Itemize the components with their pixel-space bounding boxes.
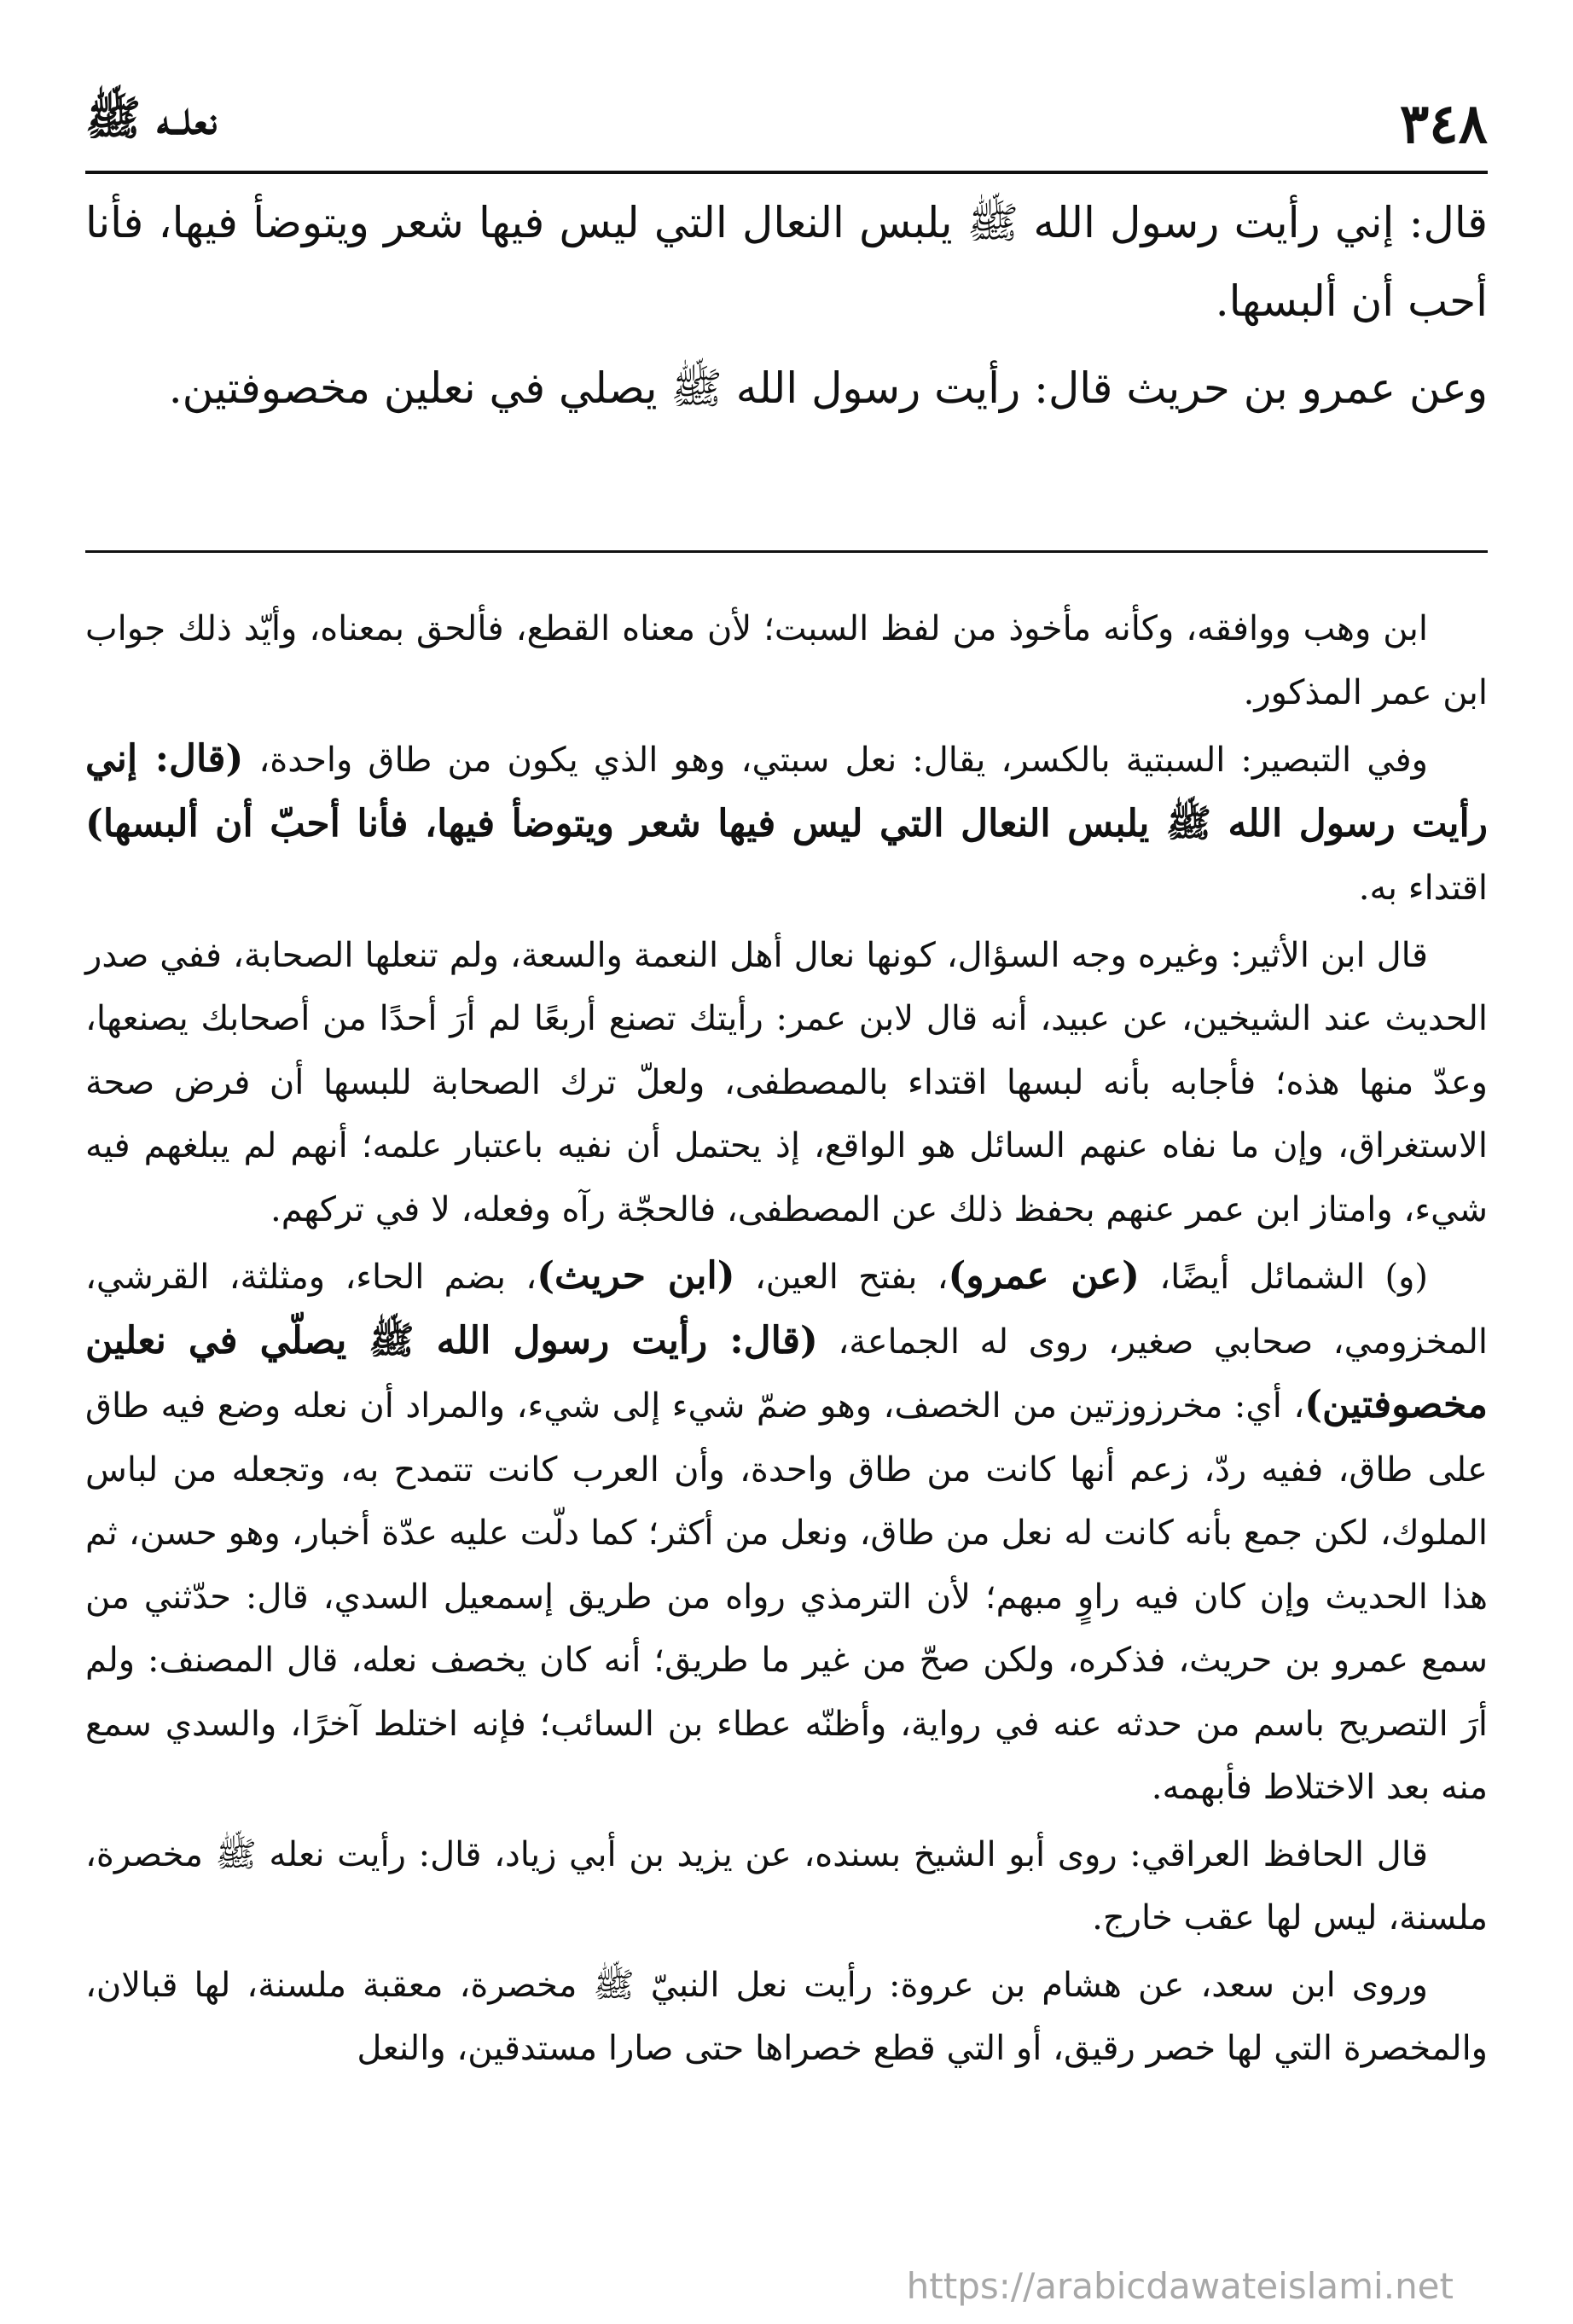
commentary-paragraph: قال الحافظ العراقي: روى أبو الشيخ بسنده، عن يزيد بن أبي زياد، قال: رأيت نعله ﷺ مخصرة، ملسنة، ليس لها عقب خارج. xyxy=(85,1834,1488,1938)
commentary-text: (و) الشمائل أيضًا، xyxy=(1140,1258,1429,1297)
main-text xyxy=(85,183,1488,436)
main-paragraph: وعن عمرو بن حريث قال: رأيت رسول الله ﷺ يصلي في نعلين مخصوفتين. xyxy=(168,363,1488,413)
watermark: https://arabicdawateislami.net xyxy=(906,2265,1454,2307)
main-paragraph: قال: إني رأيت رسول الله ﷺ يلبس النعال التي ليس فيها شعر ويتوضأ فيها، فأنا أحب أن ألبسها. xyxy=(85,198,1488,326)
commentary-text: اقتداء به. xyxy=(1358,869,1488,908)
running-title: نعلــه ﷺ xyxy=(85,90,218,145)
commentary-text: ، بفتح العين، xyxy=(734,1258,949,1297)
commentary-text: ، بضم الحاء، ومثلثة، القرشي، المخزومي، صحابي صغير، روى له الجماعة، xyxy=(85,1258,1488,1362)
commentary xyxy=(85,597,1488,2081)
commentary-paragraph xyxy=(85,1245,1488,1820)
narrator-name: (عن عمرو) xyxy=(948,1254,1140,1298)
commentary-text: وفي التبصير: السبتية بالكسر، يقال: نعل سبتي، وهو الذي يكون من طاق واحدة، xyxy=(243,741,1428,780)
commentary-text: ، أي: مخرزوزتين من الخصف، وهو ضمّ شيء إلى شيء، والمراد أن نعله وضع فيه طاق على طاق، ففيه ردّ، زعم أنها كانت من طاق واحدة، وأن العرب كانت تتمدح به، وتجعله من لباس الملوك، لكن جمع بأنه كانت له نعل من طاق، ونعل من أكثر؛ كما دلّت عليه عدّة أخبار، وهو حسن، ثم هذا الحديث وإن كان فيه راوٍ مبهم؛ لأن الترمذي رواه من طريق إسمعيل السدي، قال: حدّثني من سمع عمرو بن حريث، فذكره، ولكن صحّ من غير ما طريق؛ أنه كان يخصف نعله، قال المصنف: ولم أرَ التصريح باسم من حدثه عنه في رواية، وأظنّه عطاء بن السائب؛ فإنه اختلط آخرًا، والسدي سمع منه بعد الاختلاط فأبهمه. xyxy=(85,1386,1488,1807)
header-rule xyxy=(85,171,1488,174)
section-divider xyxy=(85,550,1488,553)
commentary-paragraph: وروى ابن سعد، عن هشام بن عروة: رأيت نعل النبيّ ﷺ مخصرة، معقبة ملسنة، لها قبالان، والمخصرة التي لها خصر رقيق، أو التي قطع خصراها حتى صارا مستدقين، والنعل xyxy=(85,1965,1488,2068)
narrator-name: (ابن حريث) xyxy=(537,1254,735,1298)
running-header xyxy=(85,85,1488,162)
page-number: ٣٤٨ xyxy=(1399,91,1488,156)
hadith-quote: (قال: إني رأيت رسول الله ﷺ يلبس النعال التي ليس فيها شعر ويتوضأ فيها، فأنا أحبّ أن ألبسها) xyxy=(85,737,1488,845)
commentary-paragraph: ابن وهب ووافقه، وكأنه مأخوذ من لفظ السبت؛ لأن معناه القطع، فألحق بمعناه، وأيّد ذلك جواب ابن عمر المذكور. xyxy=(85,609,1488,712)
hadith-quote: (قال: رأيت رسول الله ﷺ يصلّي في نعلين مخصوفتين) xyxy=(85,1318,1488,1426)
commentary-paragraph xyxy=(85,728,1488,921)
commentary-paragraph: قال ابن الأثير: وغيره وجه السؤال، كونها نعال أهل النعمة والسعة، ولم تنعلها الصحابة، ففي صدر الحديث عند الشيخين، عن عبيد، أنه قال لابن عمر: رأيتك تصنع أربعًا لم أرَ أحدًا من أصحابك يصنعها، وعدّ منها هذه؛ فأجابه بأنه لبسها اقتداء بالمصطفى، ولعلّ ترك الصحابة للبسها أن فرض صحة الاستغراق، وإن ما نفاه عنهم السائل هو الواقع، إذ يحتمل أن نفيه باعتبار علمه؛ أنهم لم يبلغهم فيه شيء، وامتاز ابن عمر عنهم بحفظ ذلك عن المصطفى، فالحجّة رآه وفعله، لا في تركهم. xyxy=(85,935,1489,1229)
